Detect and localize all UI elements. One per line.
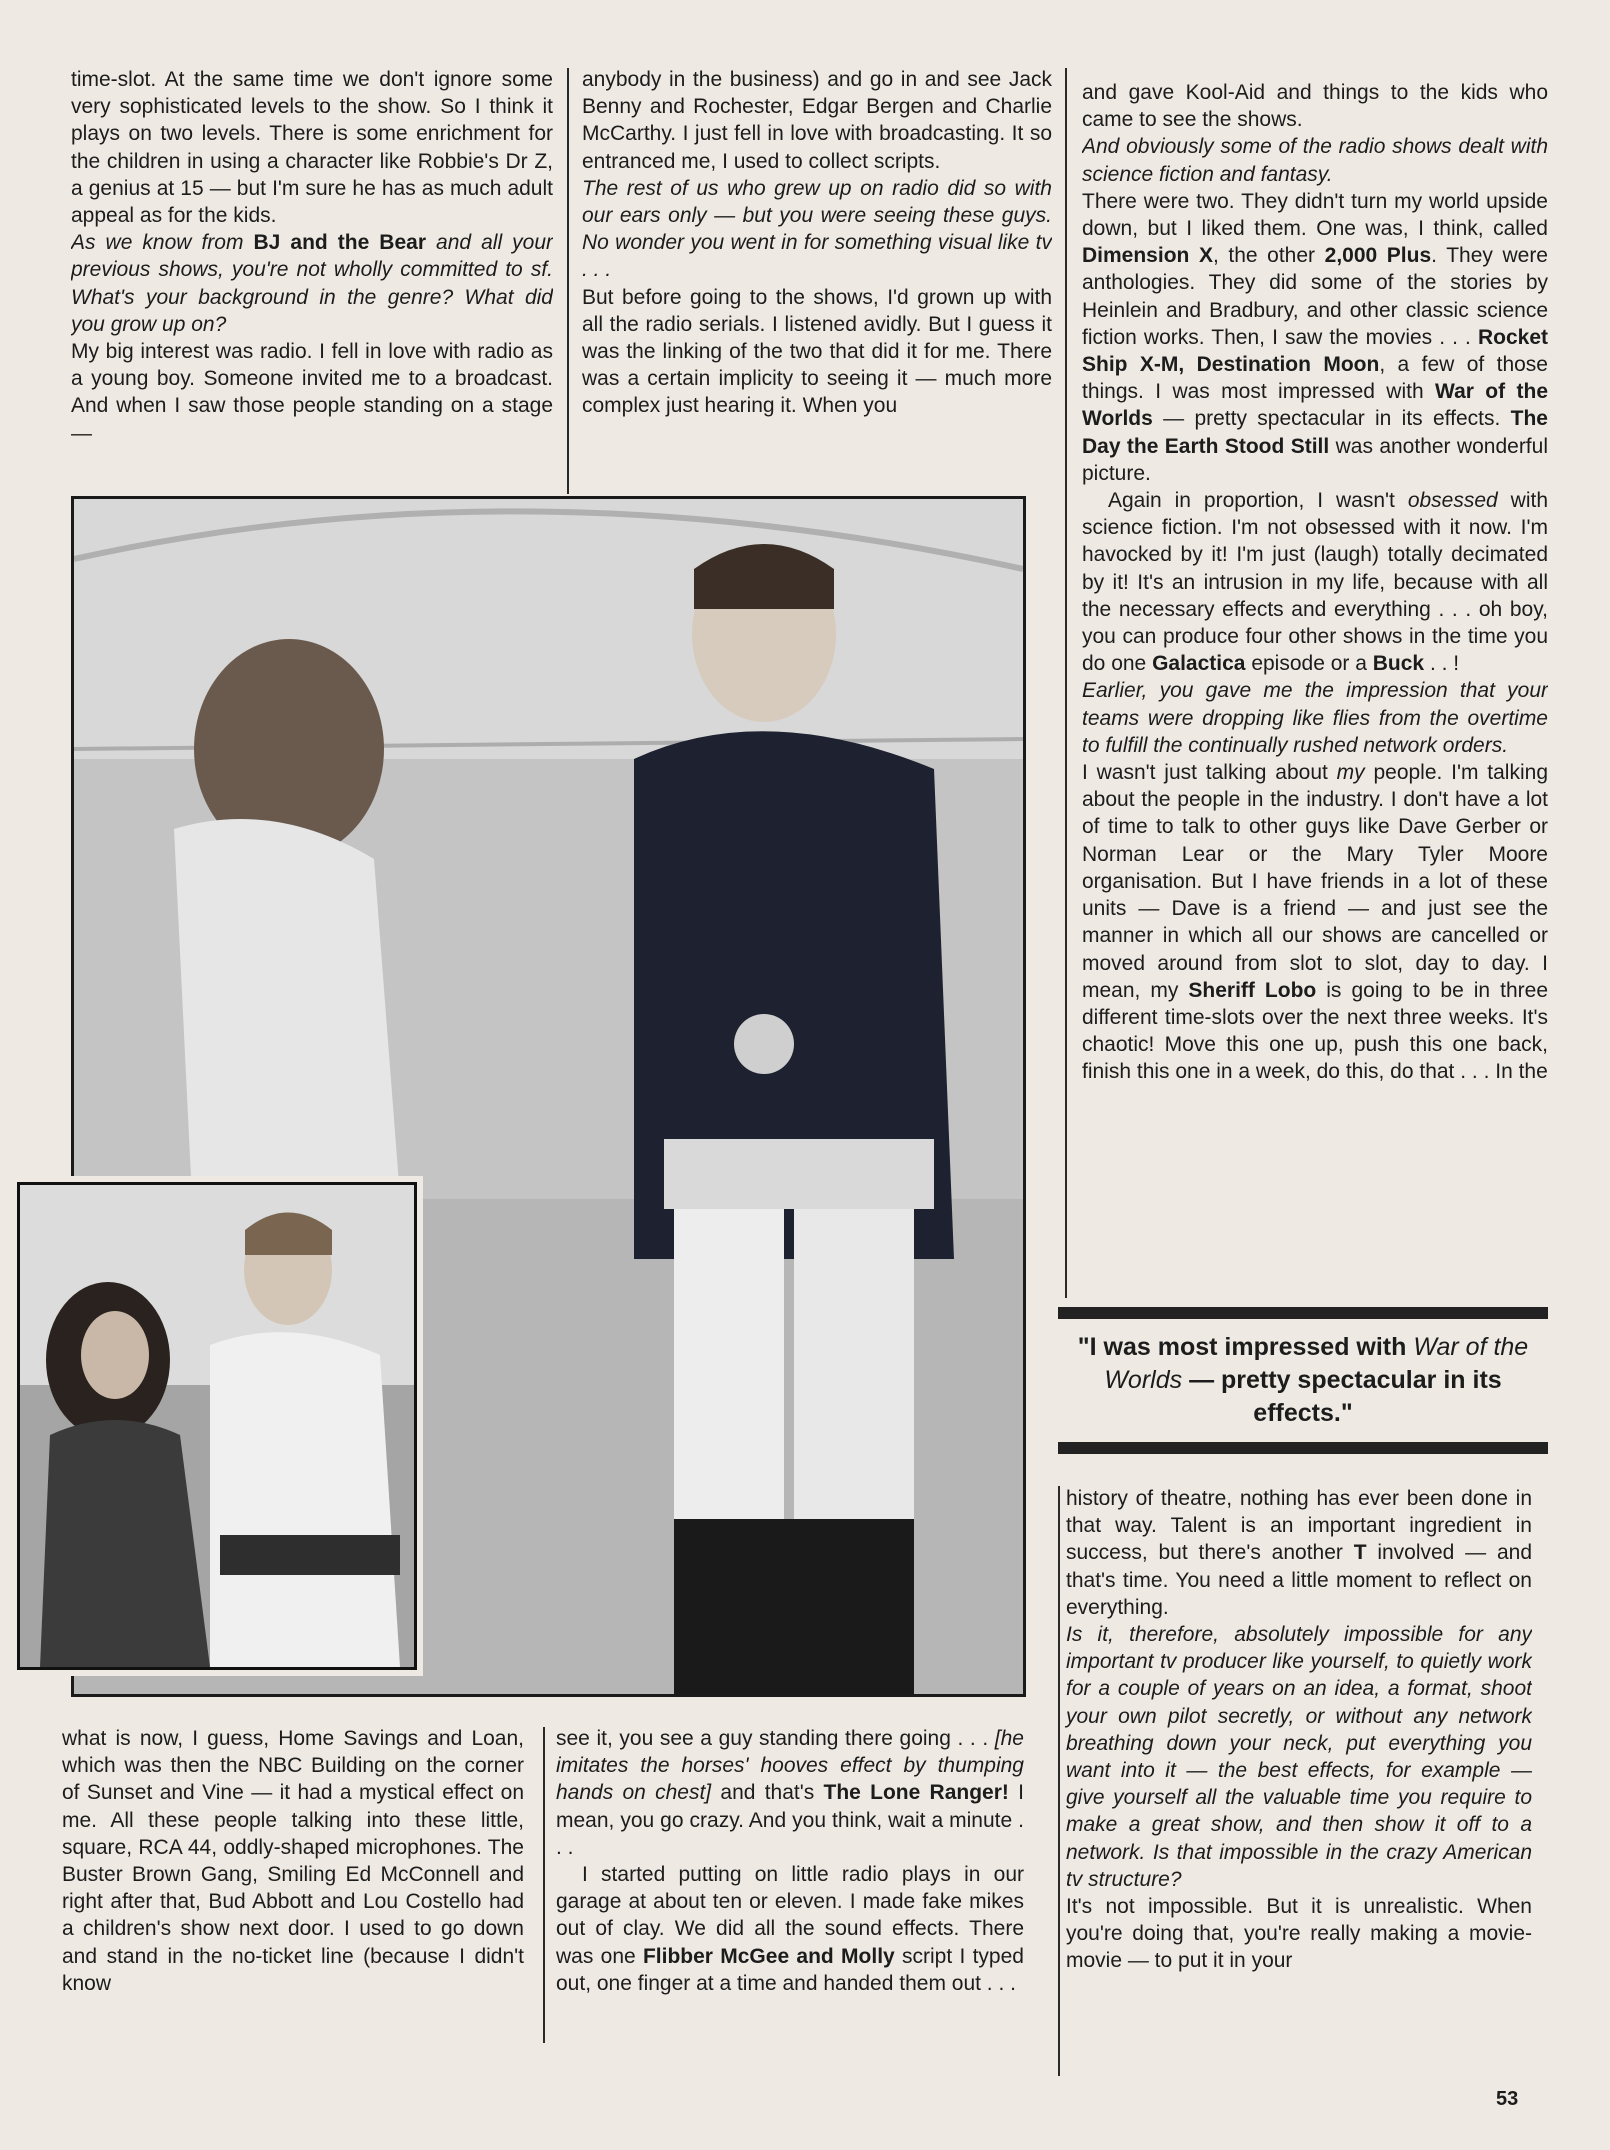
question: And obviously some of the radio shows dealt with science fiction and fantasy. <box>1082 135 1548 186</box>
paragraph: I started putting on little radio plays in our garage at about ten or eleven. I made fake mikes out of clay. We did all the sound effects. There was one Flibber McGee and Molly script I typed out, one finger at a time and handed them out . . . <box>556 1863 1024 1995</box>
inset-photo <box>17 1182 417 1670</box>
column-1-bottom <box>62 1725 524 2045</box>
paragraph: My big interest was radio. I fell in love with radio as a young boy. Someone invited me to a broadcast. And when I saw those people standing on a stage — <box>71 340 553 445</box>
paragraph: I wasn't just talking about my people. I'm talking about the people in the industry. I don't have a lot of time to talk to other guys like Dave Gerber or Norman Lear or the Mary Tyler Moore organisation. But I have friends in a lot of these units — Dave is a friend — and just see the manner in which all our shows are cancelled or moved around from slot to slot, day to day. I mean, my Sheriff Lobo is going to be in three different time-slots over the next three weeks. It's chaotic! Move this one up, push this one back, finish this one in a week, do this, do that . . . In the <box>1082 761 1548 1084</box>
question: The rest of us who grew up on radio did so with our ears only — but you were seeing these guys. No wonder you went in for something visual like tv . . . <box>582 176 1052 282</box>
paragraph: time-slot. At the same time we don't ignore some very sophisticated levels to the show. So I think it plays on two levels. There is some enrichment for the children in using a character like Robbie's Dr Z, a genius at 15 — but I'm sure he has as much adult appeal as for the kids. <box>71 68 553 228</box>
paragraph: history of theatre, nothing has ever been done in that way. Talent is an important ingredient in success, but there's another T involved — and that's time. You need a little moment to reflect on everything. <box>1066 1487 1532 1619</box>
column-rule <box>1065 68 1067 1298</box>
paragraph: and gave Kool-Aid and things to the kids who came to see the shows. <box>1082 81 1548 132</box>
paragraph: There were two. They didn't turn my world upside down, but I liked them. One was, I think, called Dimension X, the other 2,000 Plus. They were anthologies. They did some of the stories by Heinlein and Bradbury, and other classic science fiction works. Then, I saw the movies . . . Rocket Ship X-M, Destination Moon, a few of those things. I was most impressed with War of the Worlds — pretty spectacular in its effects. The Day the Earth Stood Still was another wonderful picture. <box>1082 189 1548 485</box>
paragraph: Again in proportion, I wasn't obsessed with science fiction. I'm not obsessed with it now. I'm havocked by it! I'm just (laugh) totally decimated by it! It's an intrusion in my life, because with all the necessary effects and everything . . . oh boy, you can produce four other shows in the time you do one Galactica episode or a Buck . . ! <box>1082 489 1548 676</box>
question: Is it, therefore, absolutely impossible for any important tv producer like yourself, to quietly work for a couple of years on an idea, a format, shoot your own pilot secretly, or without any network breathing down your neck, put everything you want into it — the best effects, for example — give yourself all the valuable time you require to make a great show, and then show it off to a network. Is that impossible in the crazy American tv structure? <box>1066 1623 1532 1891</box>
pull-quote-bottom-bar <box>1058 1442 1548 1454</box>
pull-quote <box>1058 1307 1548 1477</box>
paragraph: But before going to the shows, I'd grown up with all the radio serials. I listened avidly. But I guess it was the linking of the two that did it for me. There was a certain implicity to seeing it — much more complex just hearing it. When you <box>582 285 1052 418</box>
column-2-top <box>582 66 1052 496</box>
pull-quote-text: "I was most impressed with War of the Worlds — pretty spectacular in its effects." <box>1077 1333 1529 1427</box>
column-1-top <box>71 66 553 496</box>
question: Earlier, you gave me the impression that your teams were dropping like flies from the overtime to fulfill the continually rushed network orders. <box>1082 679 1548 757</box>
inset-scene-graphic <box>20 1185 414 1667</box>
question: As we know from BJ and the Bear and all your previous shows, you're not wholly committed to sf. What's your background in the genre? What did you grow up on? <box>71 231 553 336</box>
page-number: 53 <box>1496 2088 1519 2110</box>
column-rule <box>567 68 569 494</box>
pull-quote-top-bar <box>1058 1307 1548 1319</box>
column-3 <box>1082 79 1548 1304</box>
column-rule <box>543 1727 545 2043</box>
paragraph: anybody in the business) and go in and see Jack Benny and Rochester, Edgar Bergen and Charlie McCarthy. I just fell in love with broadcasting. It so entranced me, I used to collect scripts. <box>582 68 1052 173</box>
paragraph: It's not impossible. But it is unrealistic. When you're doing that, you're really making a movie-movie — to put it in your <box>1066 1895 1532 1973</box>
column-3-bottom <box>1058 1485 1532 2085</box>
paragraph: what is now, I guess, Home Savings and Loan, which was then the NBC Building on the corner of Sunset and Vine — it had a mystical effect on me. All these people talking into these little, square, RCA 44, oddly-shaped microphones. The Buster Brown Gang, Smiling Ed McConnell and right after that, Bud Abbott and Lou Costello had a children's show next door. I used to go down and stand in the no-ticket line (because I didn't know <box>62 1727 524 1995</box>
paragraph: see it, you see a guy standing there going . . . [he imitates the horses' hooves effect by thumping hands on chest] and that's The Lone Ranger! I mean, you go crazy. And you think, wait a minute . . . <box>556 1727 1024 1859</box>
column-2-bottom <box>556 1725 1024 2045</box>
